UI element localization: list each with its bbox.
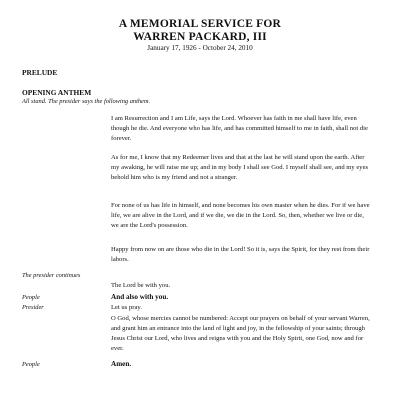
anthem-paragraph-1: I am Resurrection and I am Life, says the Lord. Whoever has faith in me shall have life, even though he die. And everyone who has life, and has committed himself to me in faith, shall not die forever. — [111, 115, 368, 142]
service-title-line2: WARREN PACKARD, III — [133, 31, 267, 43]
amen-response: Amen. — [111, 360, 132, 368]
greeting-line: The Lord be with you. — [111, 282, 171, 289]
anthem-paragraph-3: For none of us has life in himself, and none becomes his own master when he dies. For if we have life, we are alive in the Lord, and if we die, we die in the Lord. So, then, whether we live or die, we are the Lord's possession. — [111, 202, 370, 229]
anthem-paragraph-2: As for me, I know that my Redeemer lives and that at the last he will stand upon the earth. After my awaking, he will raise me up; and in my body I shall see God. I myself shall see, and my eyes behold him who is my friend and not a stranger. — [111, 154, 369, 181]
prayer-text: O God, whose mercies cannot be numbered: Accept our prayers on behalf of your servant Warren, and grant him an entrance into the land of light and joy, in the fellowship of your saints; through Jesus Christ our Lord, who lives and reigns with you and the Holy Spirit, one God, now and for ever. — [111, 315, 370, 352]
anthem-heading: OPENING ANTHEM — [22, 88, 92, 97]
prelude-heading: PRELUDE — [22, 68, 58, 77]
people-label: People — [22, 294, 40, 301]
presider-continues-rubric: The presider continues — [22, 272, 81, 279]
people-label-amen: People — [22, 361, 40, 368]
anthem-rubric: All stand. The presider says the following anthem. — [22, 98, 151, 105]
anthem-paragraph-4: Happy from now on are those who die in the Lord! So it is, says the Spirit, for they rest from their labors. — [111, 246, 370, 263]
people-response: And also with you. — [111, 293, 169, 301]
life-dates: January 17, 1926 - October 24, 2010 — [147, 44, 253, 52]
presider-label: Presider — [22, 304, 44, 311]
presider-line: Let us pray. — [111, 304, 142, 311]
service-title-line1: A MEMORIAL SERVICE FOR — [118, 18, 282, 30]
